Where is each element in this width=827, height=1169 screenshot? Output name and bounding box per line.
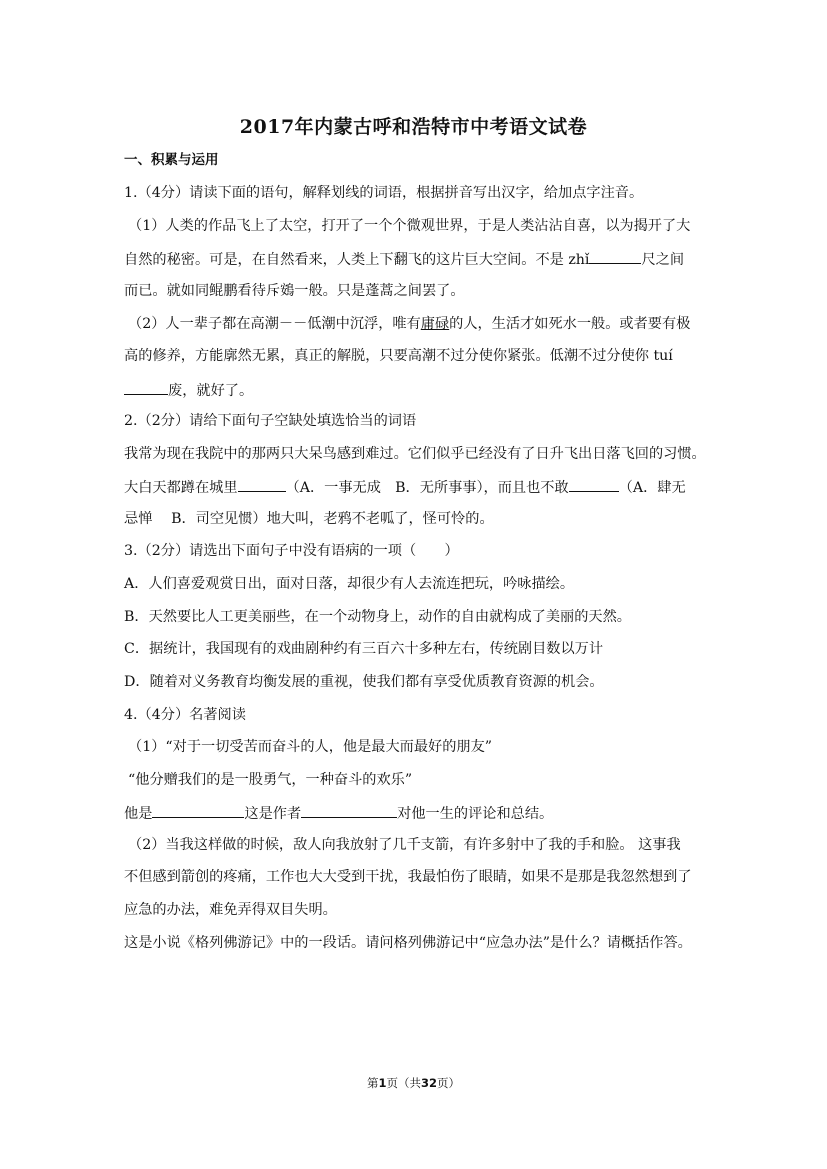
q4-passage-line2: 不但感到箭创的疼痛，工作也大大受到干扰，我最怕伤了眼睛，如果不是那是我忽然想到了 [124, 869, 692, 885]
section-heading: 一、积累与运用 [124, 152, 219, 168]
q4-text: 他是 [124, 806, 153, 822]
answer-blank[interactable] [569, 477, 619, 492]
q1-passage2-line2: 高的修养，方能廓然无累，真正的解脱，只要高潮不过分使你紧张。低潮不过分使你 tuí [124, 348, 673, 364]
q3-option-c[interactable]: C．据统计，我国现有的戏曲剧种约有三百六十多种左右，传统剧目数以万计 [124, 641, 604, 657]
q1-passage1-text: 自然的秘密。可是，在自然看来，人类上下翻飞的这片巨大空间。不是 zhǐ [124, 252, 590, 268]
page-footer [0, 1075, 827, 1091]
q2-line2 [124, 477, 686, 497]
q1-passage1-text-end: 尺之间 [641, 252, 685, 268]
q2-options-b: （A．肆无 [618, 480, 686, 496]
q2-text: 大白天都蹲在城里 [124, 480, 238, 496]
q4-quote1: （1）“对于一切受苦而奋斗的人，他是最大而最好的朋友” [128, 739, 493, 755]
q1-passage1-line1: （1）人类的作品飞上了太空，打开了一个个微观世界，于是人类沾沾自喜，以为揭开了大 [128, 218, 691, 234]
q1-passage2-line1 [128, 315, 690, 333]
q4-fill-line [124, 803, 553, 823]
total-pages: 32 [421, 1076, 438, 1090]
q1-passage2-text: 废，就好了。 [168, 383, 254, 399]
q3-option-d[interactable]: D．随着对义务教育均衡发展的重视，使我们都有享受优质教育资源的机会。 [124, 674, 604, 690]
q3-option-a[interactable]: A．人们喜爱观赏日出，面对日落，却很少有人去流连把玩，吟咏描绘。 [124, 576, 575, 592]
q4-passage-line1: （2）当我这样做的时候，敌人向我放射了几千支箭，有许多射中了我的手和脸。 这事我 [128, 837, 681, 853]
q3-option-b[interactable]: B．天然要比人工更美丽些，在一个动物身上，动作的自由就构成了美丽的天然。 [124, 609, 631, 625]
q3-stem: 3.（2分）请选出下面句子中没有语病的一项（ ） [124, 543, 459, 559]
q2-line1: 我常为现在我院中的那两只大呆鸟感到难过。它们似乎已经没有了日升飞出日落飞回的习惯。 [124, 446, 706, 462]
page-title: 2017年内蒙古呼和浩特市中考语文试卷 [239, 116, 588, 138]
q1-passage1-line2 [124, 249, 684, 269]
answer-blank[interactable] [589, 249, 641, 264]
q4-stem: 4.（4分）名著阅读 [124, 707, 246, 723]
answer-blank[interactable] [301, 803, 397, 818]
q1-passage2-text-end: 的人，生活才如死水一般。或者要有极 [449, 316, 691, 332]
page-number: 1 [378, 1076, 387, 1090]
q2-options-a: （A．一事无成 B．无所事事），而且也不敢 [285, 480, 569, 496]
footer-text: 页） [437, 1076, 461, 1090]
q1-passage2-line3 [124, 380, 253, 400]
answer-blank[interactable] [238, 477, 286, 492]
q2-line3: 忌惮 B．司空见惯）地大叫，老鸦不老呱了，怪可怜的。 [124, 511, 494, 527]
q1-stem: 1.（4分）请读下面的语句，解释划线的词语，根据拼音写出汉字，给加点字注音。 [124, 185, 644, 201]
q4-text-end: 对他一生的评论和总结。 [397, 806, 554, 822]
q1-passage1-line3: 而已。就如同鲲鹏看待斥鴳一般。只是蓬蒿之间罢了。 [124, 283, 465, 299]
q4-quote2: “他分赠我们的是一股勇气，一种奋斗的欢乐” [128, 772, 413, 788]
underlined-word: 庸碌 [420, 316, 450, 332]
q4-question: 这是小说《格列佛游记》中的一段话。请问格列佛游记中“应急办法”是什么？请概括作答。 [124, 935, 692, 951]
answer-blank[interactable] [152, 803, 244, 818]
q1-passage2-text: （2）人一辈子都在高潮－－低潮中沉浮，唯有 [128, 316, 421, 332]
q4-passage-line3: 应急的办法，难免弄得双目失明。 [124, 902, 337, 918]
q4-text-mid: 这是作者 [244, 806, 302, 822]
footer-text: 第 [366, 1076, 379, 1090]
footer-text: 页（共 [386, 1076, 421, 1090]
answer-blank[interactable] [124, 380, 168, 395]
q2-stem: 2.（2分）请给下面句子空缺处填选恰当的词语 [124, 413, 417, 429]
